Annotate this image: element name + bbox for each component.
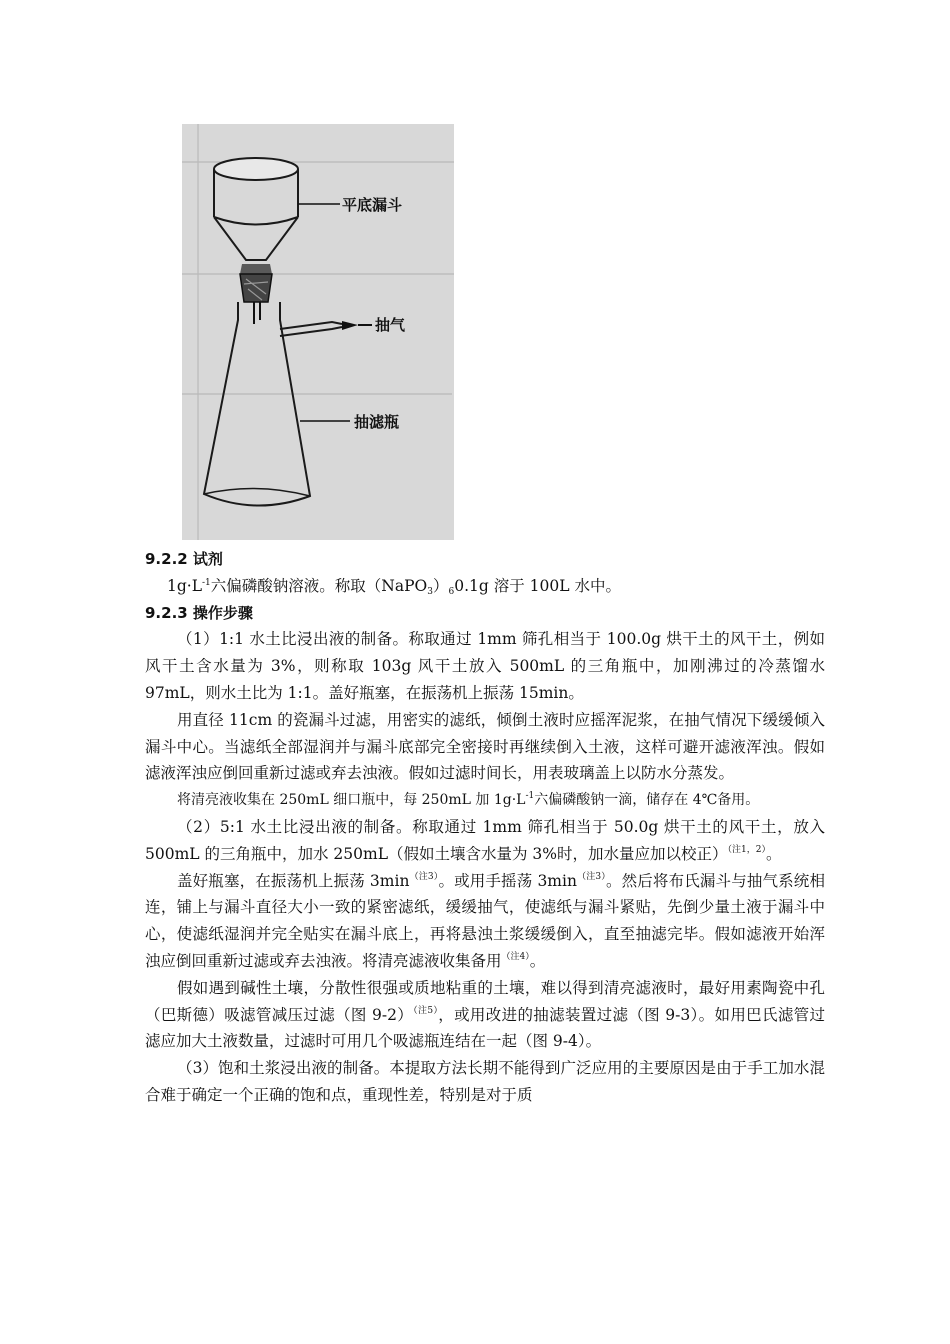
footnote-ref-1-2: （注1，2） xyxy=(727,844,766,855)
paragraph-7: （3）饱和土浆浸出液的制备。本提取方法长期不能得到广泛应用的主要原因是由于手工加水混合难于确定一个正确的饱和点，重现性差，特别是对于质 xyxy=(145,1059,825,1104)
suction-filtration-diagram xyxy=(182,124,454,540)
p6-text-b: ，或用改进的抽滤装置过滤（图 9-3）。如用巴氏滤管过滤应加大土液数量，过滤时可用几个吸滤瓶连结在一起（图 9-4）。 xyxy=(145,1005,826,1051)
footnote-ref-3b: （注3） xyxy=(576,871,606,882)
footnote-ref-5: （注5） xyxy=(413,1005,439,1016)
reagent-text-c: ） xyxy=(432,576,449,595)
paragraph-5 xyxy=(145,868,825,975)
p6-text-a: 假如遇到碱性土壤，分散性很强或质地粘重的土壤，难以得到清亮滤液时，最好用素陶瓷中孔（巴斯德）吸滤管减压过滤（图 9-2） xyxy=(145,978,825,1024)
stopper-drawing xyxy=(240,264,272,324)
suction-arrow xyxy=(342,321,372,330)
paragraph-2: 用直径 11cm 的瓷漏斗过滤，用密实的滤纸，倾倒土液时应摇浑泥浆，在抽气情况下缓缓倾入漏斗中心。当滤纸全部湿润并与漏斗底部完全密接时再继续倒入土液，这样可避开滤液浑浊。假如滤液浑浊应倒回重新过滤或弃去浊液。假如过滤时间长，用表玻璃盖上以防水分蒸发。 xyxy=(145,710,825,783)
paragraph-1: （1）1:1 水土比浸出液的制备。称取通过 1mm 筛孔相当于 100.0g 烘干土的风干土，例如风干土含水量为 3%，则称取 103g 风干土放入 500mL 的三角瓶中，加刚沸过的冷蒸馏水 97mL，则水土比为 1:1。盖好瓶塞，在振荡机上振荡 15min。 xyxy=(145,630,825,702)
footnote-ref-3a: （注3） xyxy=(409,871,439,882)
paragraph-6 xyxy=(145,975,825,1055)
paragraph-4 xyxy=(145,814,825,868)
reagent-subscript-2: 6 xyxy=(448,586,455,597)
p5-text-a: 盖好瓶塞，在振荡机上振荡 3min xyxy=(177,871,410,890)
flask-drawing xyxy=(204,302,342,506)
reagent-exponent: -1 xyxy=(202,577,211,588)
text-body xyxy=(145,546,825,1109)
reagent-text-d: 0.1g 溶于 100L 水中。 xyxy=(454,576,621,595)
reagent-text-a: 1g·L xyxy=(167,576,203,595)
reagent-paragraph xyxy=(145,573,825,600)
p5-end: 。 xyxy=(529,951,546,970)
reagent-subscript-1: 3 xyxy=(427,586,433,597)
background-print-lines xyxy=(182,124,454,540)
heading-steps: 9.2.3 操作步骤 xyxy=(145,603,253,622)
label-suction: 抽气 xyxy=(375,316,406,334)
leader-lines xyxy=(298,204,350,421)
p5-text-c: 。然后将布氏漏斗与抽气系统相连，铺上与漏斗直径大小一致的紧密滤纸，缓缓抽气，使滤纸与漏斗紧贴，先倒少量土液于漏斗中心，使滤纸湿润并完全贴实在漏斗底上，再将悬浊土浆缓缓倒入，直至抽滤完毕。假如滤液开始浑浊应倒回重新过滤或弃去浊液。将清亮滤液收集备用 xyxy=(145,871,825,970)
p3-text-b: 1g·L xyxy=(493,792,526,809)
p3-text-a: 将清亮液收集在 250mL 细口瓶中，每 250mL 加 xyxy=(177,792,494,809)
funnel-drawing xyxy=(214,158,298,260)
footnote-ref-4: （注4） xyxy=(501,951,530,962)
p4-end: 。 xyxy=(765,844,782,863)
label-flask: 抽滤瓶 xyxy=(354,413,400,431)
heading-reagent: 9.2.2 试剂 xyxy=(145,550,223,568)
p4-text: （2）5:1 水土比浸出液的制备。称取通过 1mm 筛孔相当于 50.0g 烘干土的风干土，放入 500mL 的三角瓶中，加水 250mL（假如土壤含水量为 3%时，加水量应加以校正） xyxy=(145,817,825,863)
p5-text-b: 。或用手摇荡 3min xyxy=(438,871,577,890)
p3-text-c: 六偏磷酸钠一滴，储存在 4℃备用。 xyxy=(534,792,760,809)
label-funnel: 平底漏斗 xyxy=(342,196,403,214)
apparatus-figure xyxy=(182,124,454,540)
paragraph-3 xyxy=(145,787,825,814)
reagent-text-b: 六偏磷酸钠溶液。称取（NaPO xyxy=(210,576,428,595)
p3-exponent: -1 xyxy=(525,791,535,802)
